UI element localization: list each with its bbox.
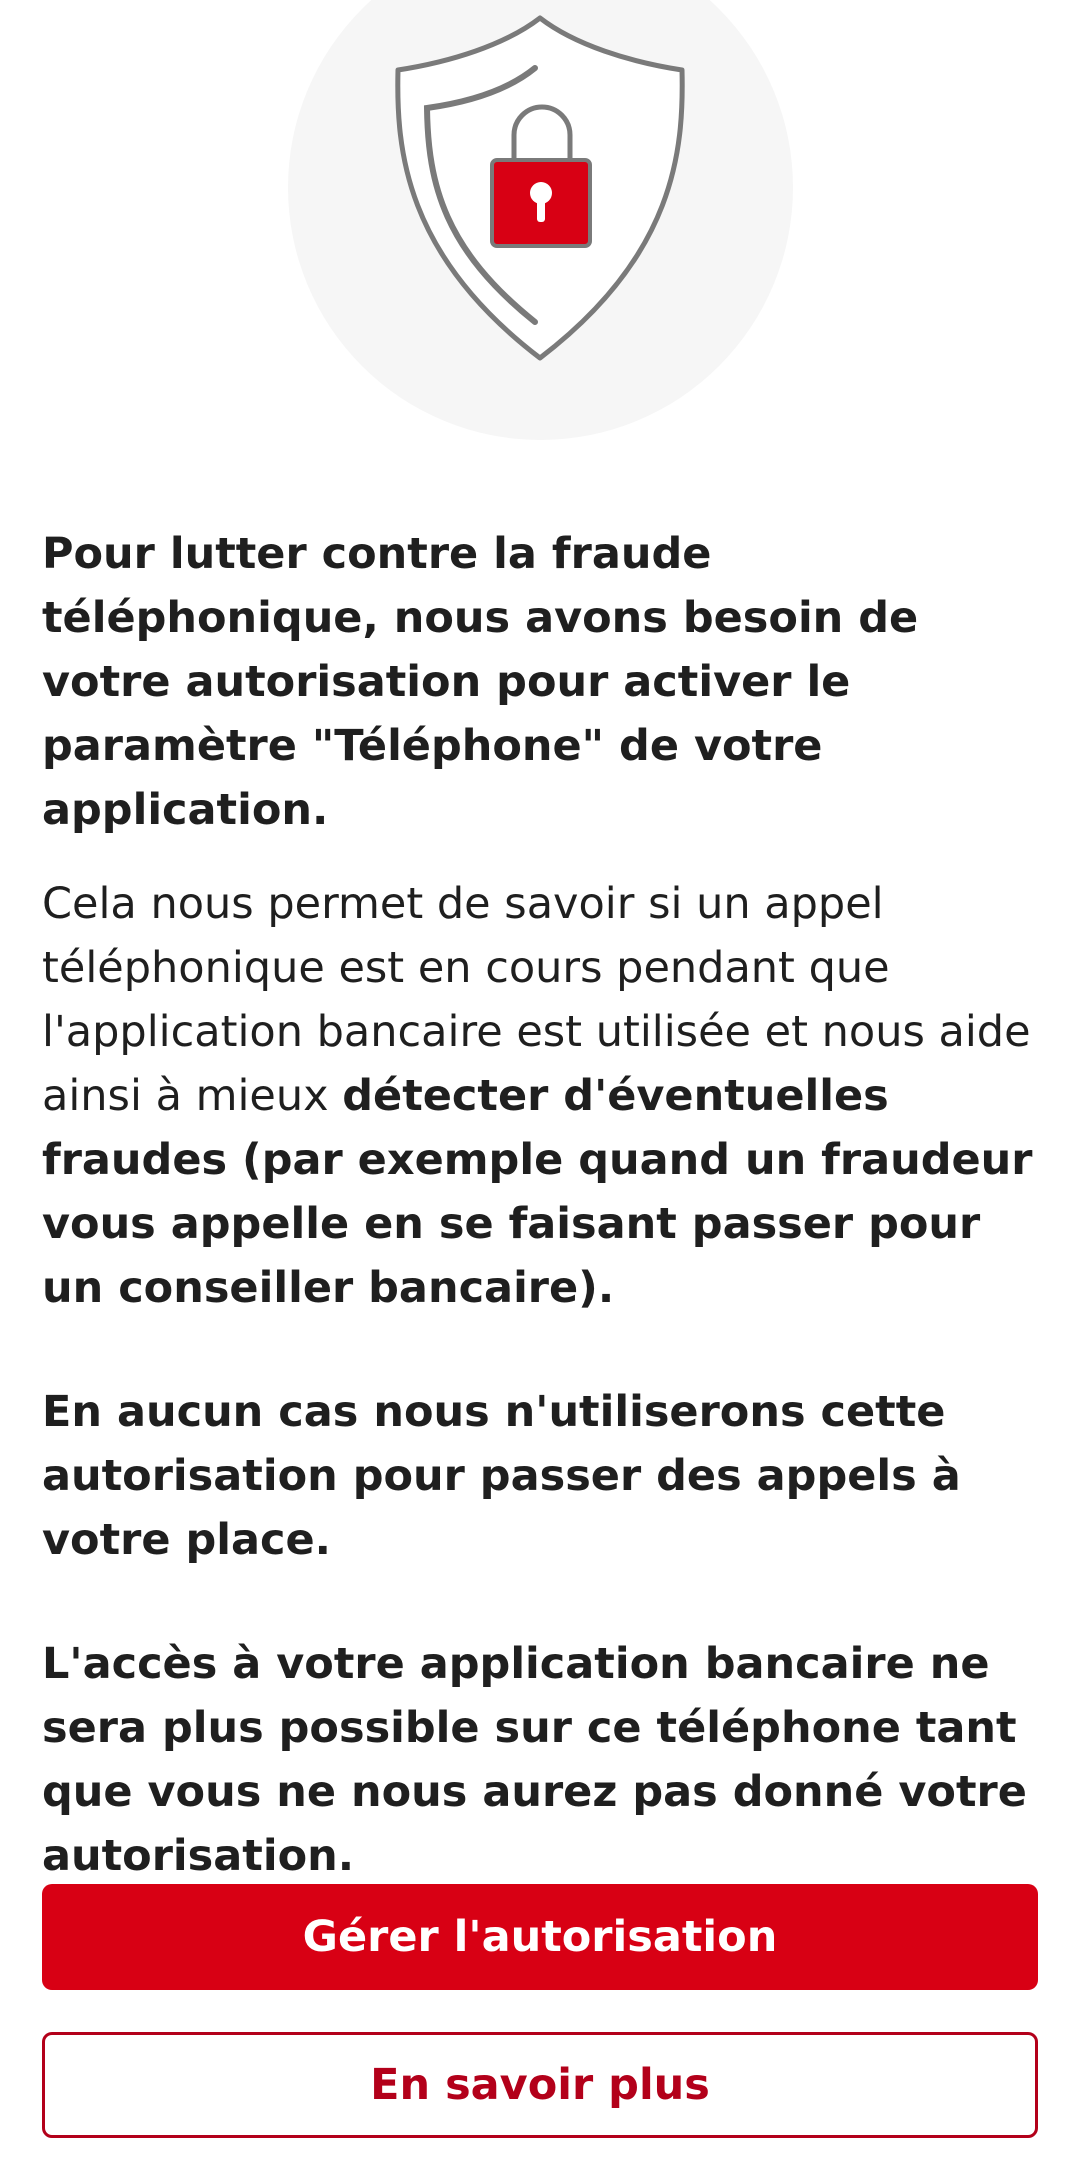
details-emphasis: détecter d'éventuelles fraudes (par exemple quand un fraudeur vous appelle en se faisant passer pour un conseiller bancaire). [42,1071,1033,1313]
manage-authorization-button[interactable]: Gérer l'autorisation [42,1884,1038,1990]
access-notice: L'accès à votre application bancaire ne sera plus possible sur ce téléphone tant que vous ne nous aurez pas donné votre autorisation. [42,1639,1027,1881]
shield-lock-icon [390,10,690,370]
content [42,522,1042,1888]
details-plain: Cela nous permet de savoir si un appel téléphonique est en cours pendant que l'application bancaire est utilisée et nous aide ainsi à mieux [42,879,1031,1121]
details-text [42,872,1042,1320]
learn-more-button[interactable]: En savoir plus [42,2032,1038,2138]
no-calls-notice: En aucun cas nous n'utiliserons cette autorisation pour passer des appels à votre place. [42,1387,961,1565]
intro-text: Pour lutter contre la fraude téléphonique, nous avons besoin de votre autorisation pour activer le paramètre "Téléphone" de votre application. [42,529,919,835]
